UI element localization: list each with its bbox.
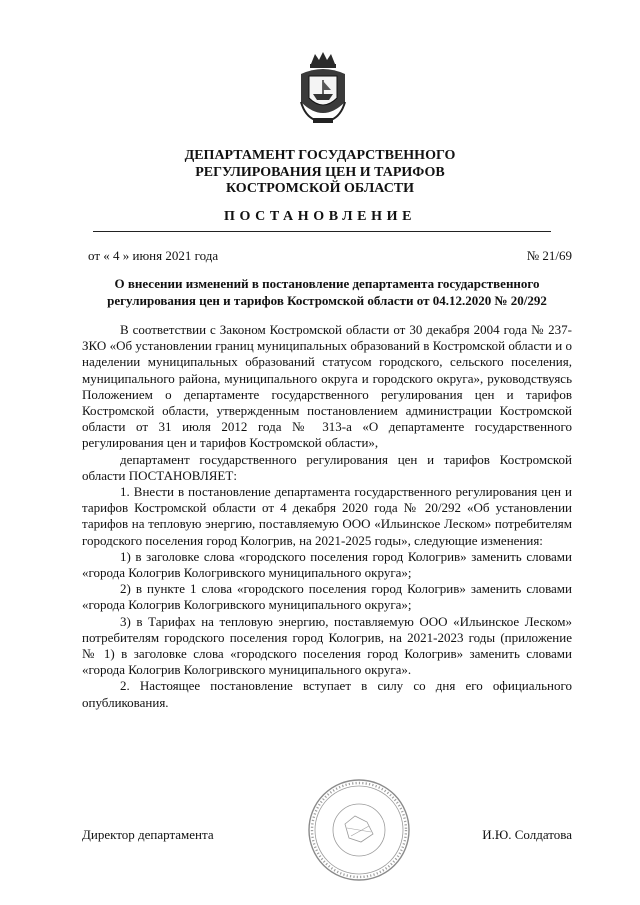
signatory-name: И.Ю. Солдатова [482,827,572,842]
body-paragraph-preamble: В соответствии с Законом Костромской области от 30 декабря 2004 года № 237-ЗКО «Об установлении границ муниципальных образований в Костромской области и о наделении муниципальных образований статусом городского, сельского поселения, муниципального района, муниципального округа и городского округа», руководствуясь Положением о департаменте государственного регулирования цен и тарифов Костромской области, утвержденным постановлением администрации Костромской области от 31 июля 2012 года № 313-а «О департаменте государственного регулирования цен и тарифов Костромской области», [82,322,572,451]
decree-title: ПОСТАНОВЛЕНИЕ [223,209,417,224]
body-paragraph-item-1: 1. Внести в постановление департамента государственного регулирования цен и тарифов Костромской области от 4 декабря 2020 года № 20/292 «Об установлении тарифов на тепловую энергию, поставляемую ООО «Ильинское Леском» потребителям городского поселения город Кологрив, на 2021-2025 годы», следующие изменения: [82,484,572,548]
decree-divider [93,231,551,232]
body-paragraph-subitem-3: 3) в Тарифах на тепловую энергию, поставляемую ООО «Ильинское Леском» потребителям городского поселения город Кологрив, на 2021-2023 годы (приложение № 1) в заголовке слова «городского поселения город Кологрив» заменить словами «города Кологрив Кологривского муниципального округа». [82,613,572,678]
body-paragraph-resolves: департамент государственного регулирования цен и тарифов Костромской области ПОСТАНОВЛЯЕТ: [82,451,572,483]
body-paragraph-item-2: 2. Настоящее постановление вступает в силу со дня его официального опубликования. [82,678,572,710]
body-paragraph-subitem-1: 1) в заголовке слова «городского поселения город Кологрив» заменить словами «города Кологрив Кологривского муниципального округа»; [82,548,572,581]
decree-subject-line-2: регулирования цен и тарифов Костромской области от 04.12.2020 № 20/292 [107,293,547,308]
official-seal-stamp [305,776,413,884]
department-title-line-1: ДЕПАРТАМЕНТ ГОСУДАРСТВЕННОГО [184,148,456,163]
department-title-line-3: КОСТРОМСКОЙ ОБЛАСТИ [225,181,415,196]
coat-of-arms-icon [295,50,351,128]
decree-number: № 21/69 [526,248,572,263]
signatory-position: Директор департамента [82,827,214,842]
body-paragraph-subitem-2: 2) в пункте 1 слова «городского поселения город Кологрив» заменить словами «города Кологрив Кологривского муниципального округа»; [82,581,572,613]
decree-date: от « 4 » июня 2021 года [88,248,219,263]
decree-subject [82,275,572,309]
decree-body [82,322,572,711]
decree-subject-line-1: О внесении изменений в постановление департамента государственного [114,276,540,291]
department-title [120,148,520,198]
department-title-line-2: РЕГУЛИРОВАНИЯ ЦЕН И ТАРИФОВ [195,164,445,180]
